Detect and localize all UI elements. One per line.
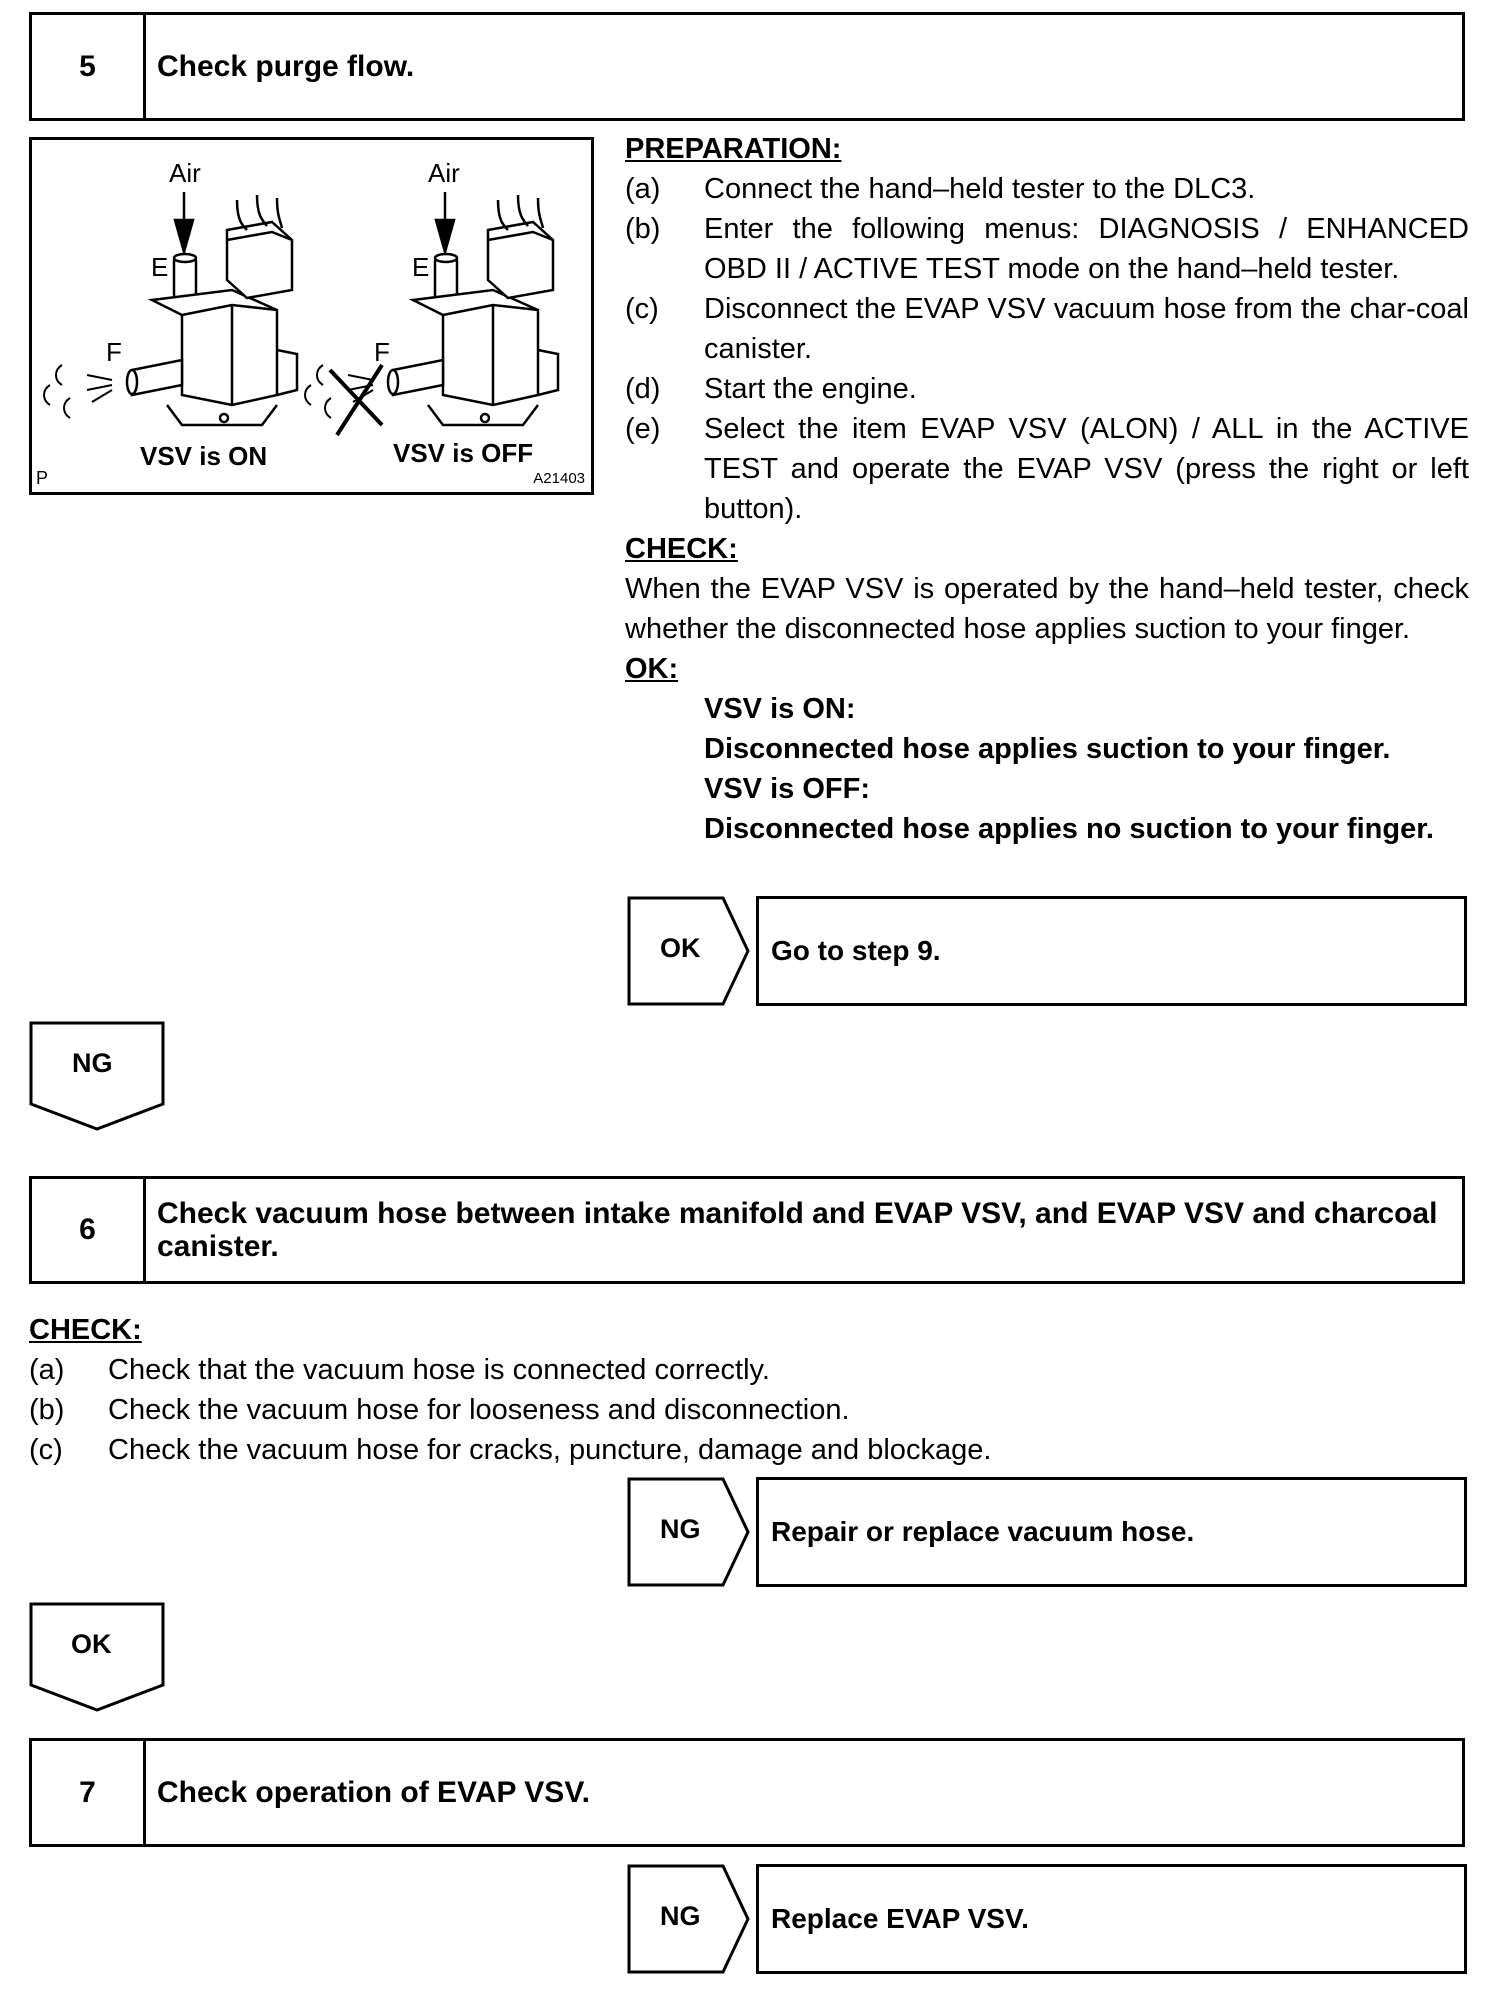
list-item xyxy=(29,1350,1329,1390)
check-heading: CHECK: xyxy=(625,533,738,565)
list-item xyxy=(625,169,1469,209)
step-7-header xyxy=(29,1738,1465,1847)
caption-vsv-on: VSV is ON xyxy=(140,441,268,471)
item-label: (b) xyxy=(625,213,661,245)
caption-vsv-off: VSV is OFF xyxy=(393,438,534,468)
repair-hose-box: Repair or replace vacuum hose. xyxy=(756,1477,1467,1587)
item-text: Enter the following menus: DIAGNOSIS / ENHANCED OBD II / ACTIVE TEST mode on the hand–held tester. xyxy=(704,213,1469,285)
port-f-label-left: F xyxy=(106,337,122,367)
step-number: 7 xyxy=(32,1741,146,1844)
step-number: 5 xyxy=(32,15,146,118)
list-item xyxy=(625,409,1469,529)
preparation-list xyxy=(625,169,1469,529)
list-item xyxy=(29,1430,1329,1470)
item-label: (d) xyxy=(625,373,661,405)
item-label: (e) xyxy=(625,413,661,445)
item-label: (c) xyxy=(625,293,659,325)
step-title: Check operation of EVAP VSV. xyxy=(157,1776,590,1809)
list-item xyxy=(625,289,1469,369)
step-title: Check vacuum hose between intake manifold and EVAP VSV, and EVAP VSV and charcoal canister. xyxy=(157,1197,1438,1263)
step-5-body xyxy=(625,129,1469,849)
ok-line: VSV is OFF: xyxy=(704,773,870,805)
item-text: Disconnect the EVAP VSV vacuum hose from the char-coal canister. xyxy=(704,293,1469,365)
step-6-header xyxy=(29,1176,1465,1284)
item-text: Start the engine. xyxy=(704,373,917,405)
ng-label: NG xyxy=(660,1901,701,1931)
item-text: Select the item EVAP VSV (ALON) / ALL in the ACTIVE TEST and operate the EVAP VSV (press the right or left button). xyxy=(704,413,1469,525)
check-list xyxy=(29,1350,1329,1470)
figure-corner-code: P xyxy=(36,468,49,488)
port-f-label-right: F xyxy=(374,337,390,367)
item-label: (c) xyxy=(29,1434,63,1466)
ok-heading: OK: xyxy=(625,653,679,685)
item-label: (a) xyxy=(29,1354,65,1386)
air-label-left: Air xyxy=(169,158,201,188)
list-item xyxy=(29,1390,1329,1430)
ng-label: NG xyxy=(660,1514,701,1544)
check-text: When the EVAP VSV is operated by the hand–held tester, check whether the disconnected hose applies suction to your finger. xyxy=(625,573,1469,645)
ng-flow-label: NG xyxy=(72,1048,113,1078)
vsv-figure xyxy=(29,137,594,495)
preparation-heading: PREPARATION: xyxy=(625,133,842,165)
port-e-label-left: E xyxy=(151,252,169,282)
ok-label: OK xyxy=(660,933,701,963)
item-text: Check that the vacuum hose is connected correctly. xyxy=(108,1354,770,1386)
list-item xyxy=(625,209,1469,289)
vsv-off-drawing xyxy=(305,192,558,435)
ok-criteria xyxy=(625,689,1469,849)
step-number: 6 xyxy=(32,1179,146,1281)
item-label: (b) xyxy=(29,1394,65,1426)
ok-line: Disconnected hose applies suction to your finger. xyxy=(704,733,1391,765)
ok-line: VSV is ON: xyxy=(704,693,856,725)
ok-line: Disconnected hose applies no suction to your finger. xyxy=(704,813,1434,845)
item-label: (a) xyxy=(625,173,661,205)
vsv-on-drawing xyxy=(44,192,297,425)
ok-flow-label: OK xyxy=(71,1629,112,1659)
item-text: Connect the hand–held tester to the DLC3. xyxy=(704,173,1256,205)
go-to-step-9-box: Go to step 9. xyxy=(756,896,1467,1006)
figure-id: A21403 xyxy=(533,470,585,487)
step-6-body xyxy=(29,1310,1329,1470)
port-e-label-right: E xyxy=(412,252,430,282)
list-item xyxy=(625,369,1469,409)
air-label-right: Air xyxy=(428,158,460,188)
step-title: Check purge flow. xyxy=(157,50,415,83)
item-text: Check the vacuum hose for looseness and disconnection. xyxy=(108,1394,850,1426)
item-text: Check the vacuum hose for cracks, puncture, damage and blockage. xyxy=(108,1434,992,1466)
check-heading: CHECK: xyxy=(29,1314,142,1346)
replace-vsv-box: Replace EVAP VSV. xyxy=(756,1864,1467,1974)
step-5-header xyxy=(29,12,1465,121)
